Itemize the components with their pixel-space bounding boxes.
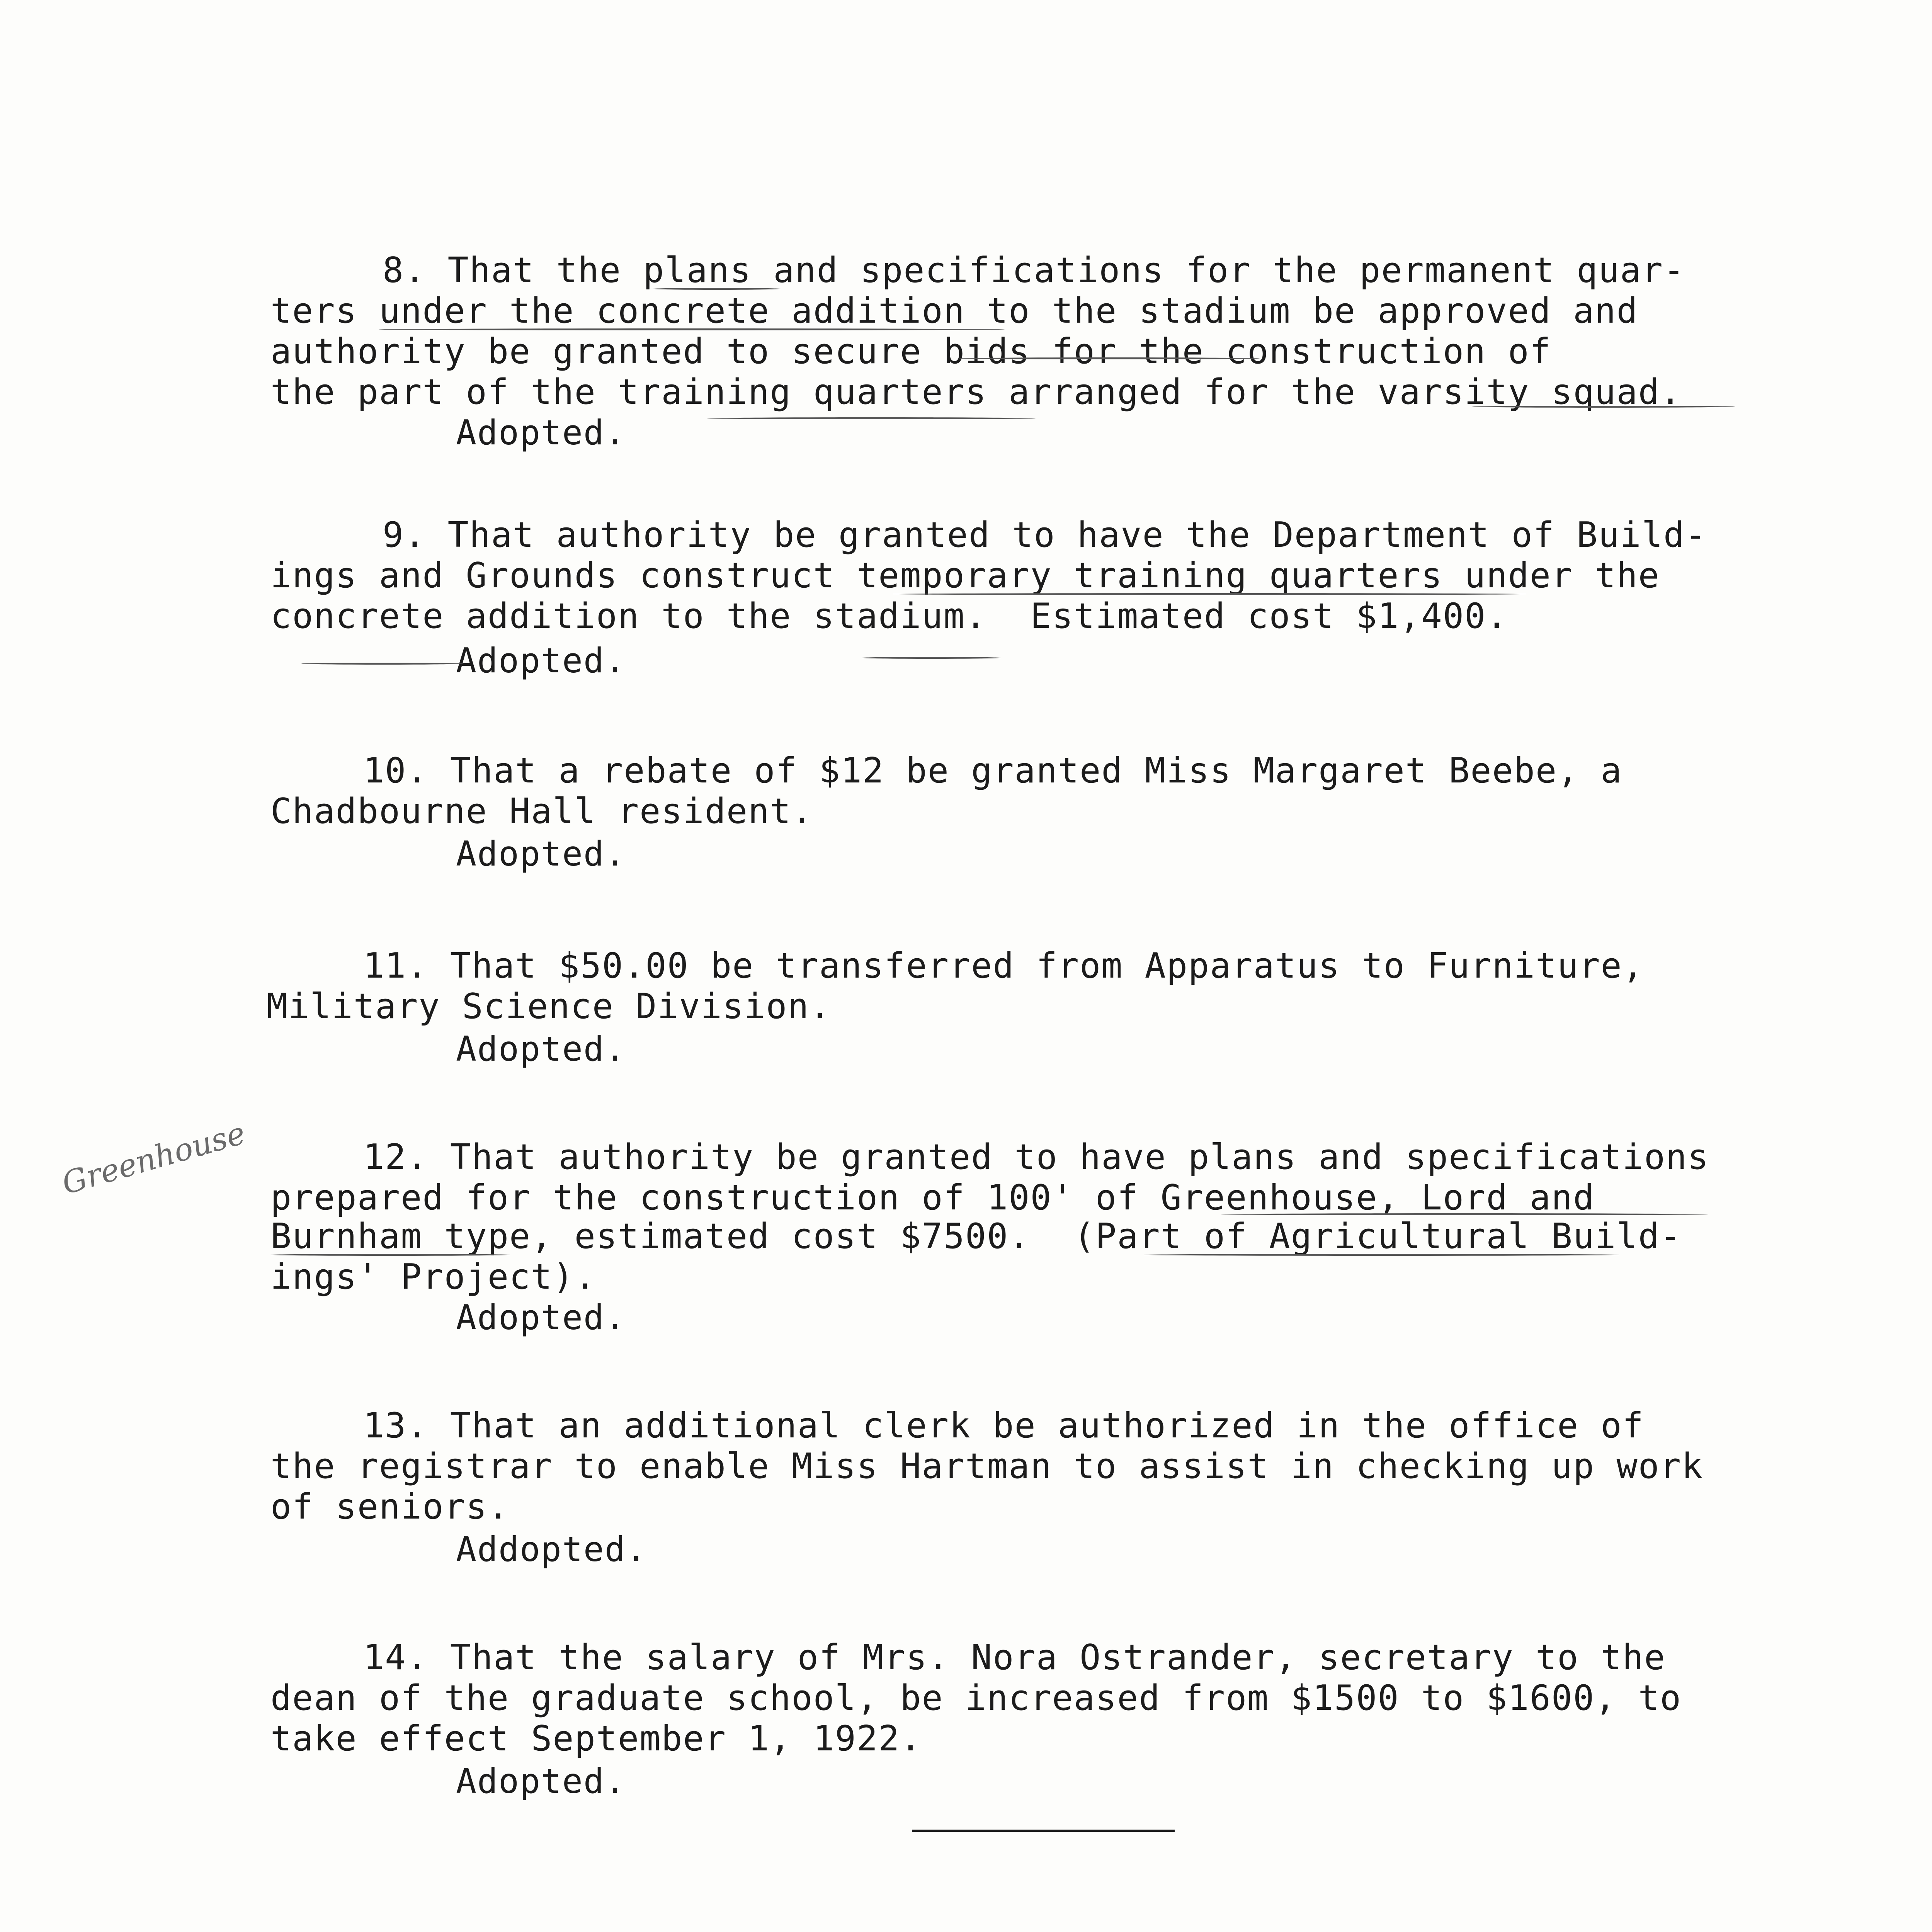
item-11-status: Adopted. [456, 1029, 626, 1069]
pencil-underline [270, 1254, 510, 1256]
pencil-underline [1472, 406, 1735, 408]
item-12-line-4: ings' Project). [270, 1257, 596, 1297]
pencil-underline [707, 417, 1036, 419]
item-9-status: Adopted. [456, 641, 626, 680]
section-divider [912, 1830, 1175, 1832]
item-12-line-3: Burnham type, estimated cost $7500. (Part of Agricultural Build- [270, 1216, 1682, 1257]
item-10-status: Adopted. [456, 834, 626, 874]
item-12-line-2: prepared for the construction of 100' of Greenhouse, Lord and [270, 1177, 1595, 1218]
item-14-line-1: 14. That the salary of Mrs. Nora Ostrander, secretary to the [363, 1637, 1666, 1678]
pencil-underline [893, 593, 1526, 595]
item-8-status: Adopted. [456, 413, 626, 452]
item-10-line-1: 10. That a rebate of $12 be granted Miss Margaret Beebe, a [363, 750, 1622, 791]
item-9-line-3: concrete addition to the stadium. Estimated cost $1,400. [270, 596, 1508, 636]
item-12-line-1: 12. That authority be granted to have plans and specifications [363, 1137, 1709, 1177]
item-9-line-1: 9. That authority be granted to have the Department of Build- [383, 515, 1707, 555]
pencil-underline [958, 357, 1260, 359]
item-13-status: Addopted. [456, 1529, 647, 1569]
item-8-line-1: 8. That the plans and specifications for the permanent quar- [383, 250, 1685, 291]
item-12-status: Adopted. [456, 1298, 626, 1337]
item-9-line-2: ings and Grounds construct temporary training quarters under the [270, 555, 1660, 596]
item-8-line-4: the part of the training quarters arranged for the varsity squad. [270, 372, 1682, 412]
item-8-line-3: authority be granted to secure bids for the construction of [270, 331, 1551, 372]
margin-note-greenhouse: Greenhouse [58, 1115, 249, 1202]
pencil-underline [1221, 1213, 1708, 1215]
item-14-status: Adopted. [456, 1761, 626, 1801]
pencil-underline [653, 288, 781, 290]
pencil-underline [379, 328, 1005, 330]
item-11-line-1: 11. That $50.00 be transferred from Apparatus to Furniture, [363, 946, 1644, 986]
pencil-underline [1144, 1254, 1619, 1256]
item-14-line-3: take effect September 1, 1922. [270, 1718, 922, 1759]
item-14-line-2: dean of the graduate school, be increased from $1500 to $1600, to [270, 1678, 1682, 1718]
item-13-line-2: the registrar to enable Miss Hartman to assist in checking up work [270, 1446, 1704, 1486]
pencil-underline [301, 663, 464, 665]
item-10-line-2: Chadbourne Hall resident. [270, 791, 813, 832]
item-8-line-2: ters under the concrete addition to the stadium be approved and [270, 291, 1638, 331]
pencil-underline [862, 657, 1001, 659]
item-13-line-3: of seniors. [270, 1486, 510, 1527]
item-13-line-1: 13. That an additional clerk be authorized in the office of [363, 1405, 1644, 1446]
item-11-line-2: Military Science Division. [267, 986, 831, 1027]
